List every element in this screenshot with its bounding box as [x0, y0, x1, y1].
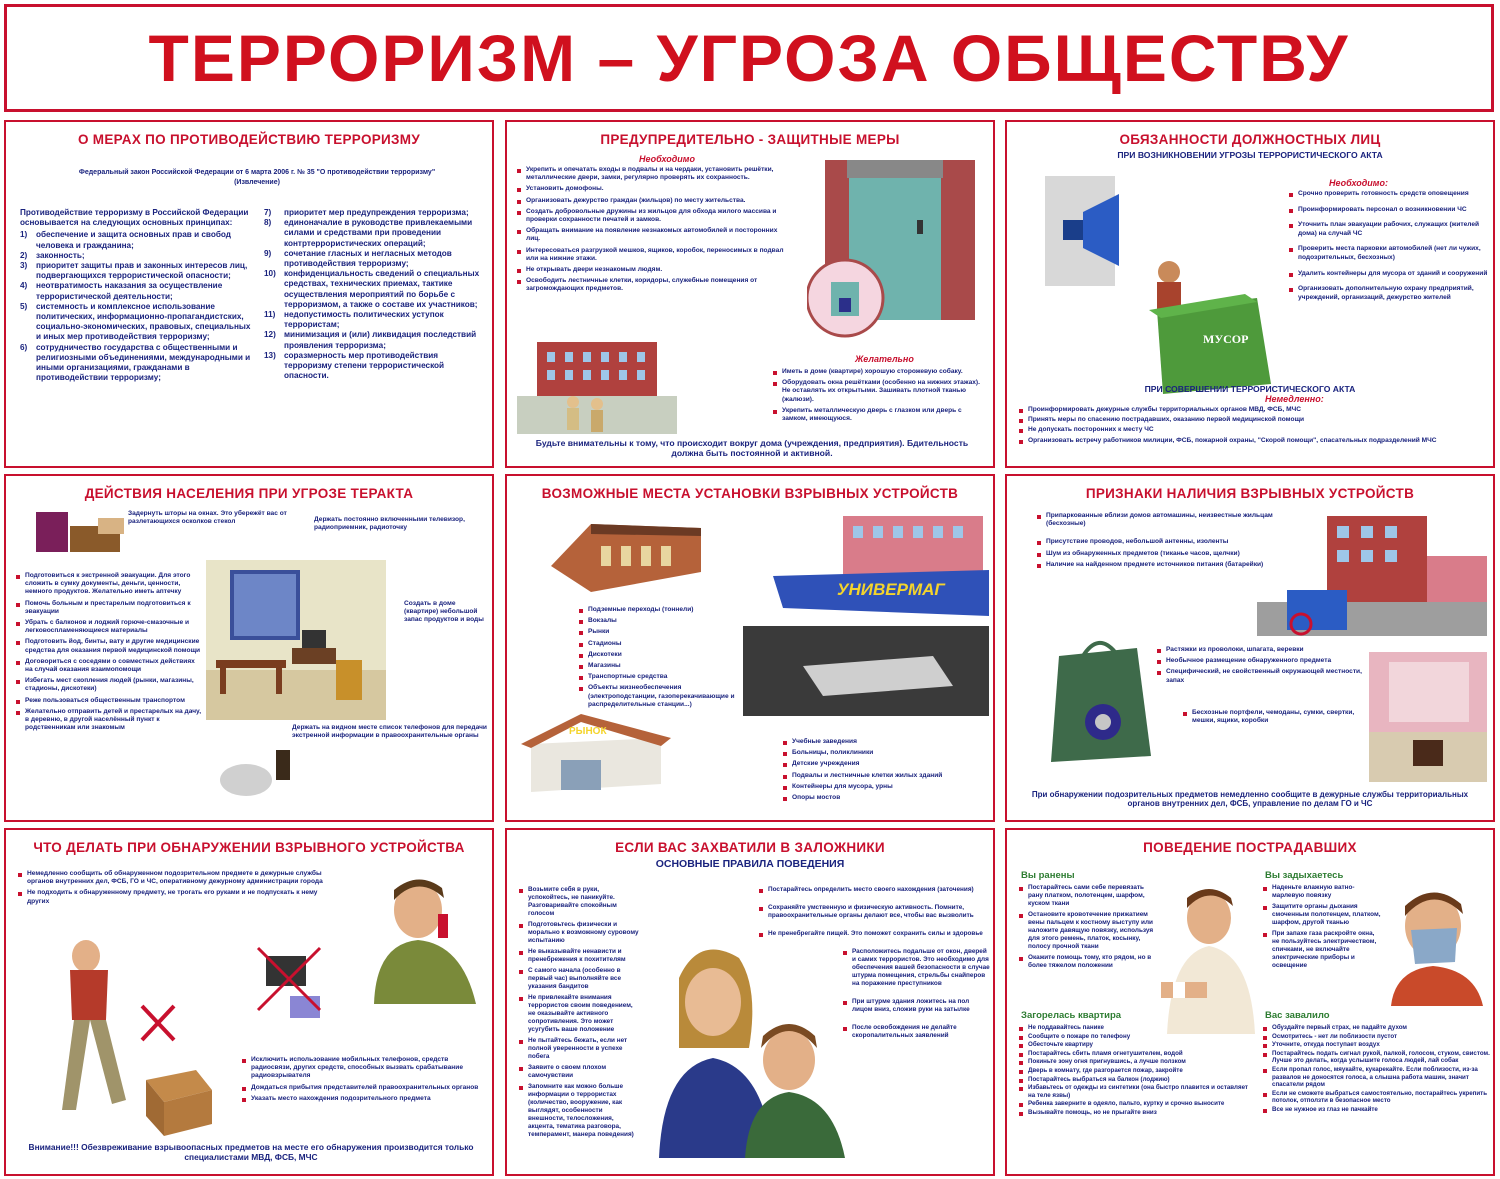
fire-label: Загорелась квартира — [1021, 1010, 1122, 1021]
list-item: Уточните, откуда поступает воздух — [1263, 1041, 1491, 1049]
principle-num: 12) — [264, 330, 276, 340]
signs-list-b — [1157, 646, 1367, 728]
supplies-illustration — [216, 730, 306, 810]
list-item: Стадионы — [579, 640, 749, 648]
list-item: Больницы, поликлиники — [783, 749, 989, 757]
principle-text: недопустимость политических уступок террористам; — [284, 310, 444, 330]
list-item: Подземные переходы (тоннели) — [579, 606, 749, 614]
suffocate-label: Вы задыхаетесь — [1265, 870, 1344, 881]
principle-text: неотвратимость наказания за осуществление террористической деятельности; — [36, 281, 223, 301]
list-item: Постарайтесь выбраться на балкон (лоджию) — [1019, 1076, 1255, 1084]
principle-item — [20, 261, 252, 281]
panel-title: ОБЯЗАННОСТИ ДОЛЖНОСТНЫХ ЛИЦ — [1119, 132, 1381, 147]
principle-num: 4) — [20, 281, 28, 291]
list-item: Проинформировать персонал о возникновении ЧС — [1289, 206, 1489, 215]
hostage-rules-left — [519, 886, 639, 1142]
principle-item — [264, 351, 484, 382]
list-item: Припаркованные вблизи домов автомашины, неизвестные жильцам (бесхозные) — [1037, 512, 1277, 528]
list-item: Дверь в комнату, где разгорается пожар, закройте — [1019, 1067, 1255, 1075]
principle-text: системность и комплексное использование политических, информационно-пропагандистских, социально-экономических, правовых, специальных и иных мер противодействия терроризму; — [36, 301, 251, 342]
list-item: Иметь в доме (квартире) хорошую сторожевую собаку. — [773, 368, 985, 376]
collapse-list — [1263, 1024, 1491, 1117]
list-item: Удалить контейнеры для мусора от зданий и сооружений — [1289, 270, 1489, 279]
building-illustration — [517, 324, 677, 434]
act-list — [1019, 406, 1489, 448]
list-item: Присутствие проводов, небольшой антенны, изоленты — [1037, 538, 1277, 546]
principle-item — [264, 249, 484, 269]
principles-intro: Противодействие терроризму в Российской Федерации основывается на следующих основных принципах: — [20, 208, 249, 228]
list-item: Окажите помощь тому, кто рядом, но в более тяжелом положении — [1019, 954, 1159, 970]
list-item: Договориться с соседями о совместных действиях на случай оказания взаимопомощи — [16, 658, 202, 674]
list-item: Если пропал голос, мяукайте, кукарекайте. Если поблизости, из-за развалов не доносятся голоса, а слышна работа машин, значит спасатели рядом — [1263, 1066, 1491, 1089]
principle-num: 11) — [264, 310, 276, 320]
store-sign: УНИВЕРМАГ — [837, 580, 945, 599]
list-item: Организовать дополнительную охрану предприятий, учреждений, организаций, дежурство жителей — [1289, 285, 1489, 302]
list-item: Организовать дежурство граждан (жильцов) по месту жительства. — [517, 197, 789, 205]
list-item: Вокзалы — [579, 617, 749, 625]
list-item: Заявите о своем плохом самочувствии — [519, 1064, 639, 1080]
crossed-phone-illustration — [250, 940, 340, 1030]
list-item: Укрепить металлическую дверь с глазком или дверь с замком, имеющуюся. — [773, 407, 985, 423]
list-item: Не поддавайтесь панике — [1019, 1024, 1255, 1032]
panel-signs — [1005, 474, 1495, 822]
list-item: С самого начала (особенно в первый час) выполняйте все указания бандитов — [519, 967, 639, 991]
principle-num: 9) — [264, 248, 272, 258]
panel-title: ЧТО ДЕЛАТЬ ПРИ ОБНАРУЖЕНИИ ВЗРЫВНОГО УСТРОЙСТВА — [33, 840, 465, 855]
list-item: Возьмите себя в руки, успокойтесь, не паникуйте. Разговаривайте спокойным голосом — [519, 886, 639, 918]
panel-title: ЕСЛИ ВАС ЗАХВАТИЛИ В ЗАЛОЖНИКИ — [615, 840, 885, 855]
principle-num: 13) — [264, 350, 276, 360]
list-item: Не пренебрегайте пищей. Это поможет сохранить силы и здоровье — [759, 930, 991, 938]
necessary-label: Необходимо: — [1329, 178, 1388, 188]
list-item: Контейнеры для мусора, урны — [783, 783, 989, 791]
suffocate-list — [1263, 884, 1383, 973]
list-item: Немедленно сообщить об обнаруженном подозрительном предмете в дежурные службы органов внутренних дел, ФСБ, ГО и ЧС, оперативному дежурному администрации города — [18, 870, 328, 886]
panel-title: О МЕРАХ ПО ПРОТИВОДЕЙСТВИЮ ТЕРРОРИЗМУ — [77, 132, 421, 147]
principle-num: 7) — [264, 208, 272, 217]
law-text: Федеральный закон Российской Федерации от 6 марта 2006 г. № 35 "О противодействии терроризму" — [78, 169, 436, 176]
principle-text: обеспечение и защита основных прав и свобод человека и гражданина; — [36, 230, 232, 250]
principle-num: 3) — [20, 261, 28, 271]
list-item: Желательно отправить детей и престарелых на дачу, в деревню, в другой населённый пункт к родственникам или знакомым — [16, 708, 202, 733]
list-item: Бесхозные портфели, чемоданы, сумки, свертки, мешки, ящики, коробки — [1183, 709, 1367, 725]
principle-item — [264, 208, 484, 218]
list-item: Подвалы и лестничные клетки жилых зданий — [783, 772, 989, 780]
list-item: Принять меры по спасению пострадавших, оказанию первой медицинской помощи — [1019, 416, 1489, 424]
list-item: Реже пользоваться общественным транспортом — [16, 697, 202, 705]
panel-title: ПРЕДУПРЕДИТЕЛЬНО - ЗАЩИТНЫЕ МЕРЫ — [600, 132, 900, 147]
underpass-illustration — [1369, 652, 1487, 782]
panel-places — [505, 474, 995, 822]
list-item: Подготовьтесь физически и морально к возможному суровому испытанию — [519, 921, 639, 945]
list-item: Остановите кровотечение прижатием вены пальцем к костному выступу или наложите давящую повязку, используя для этого ремень, платок, косынку, полосу прочной ткани — [1019, 911, 1159, 951]
immediately-label: Немедленно: — [1265, 394, 1324, 404]
law-note: (Извлечение) — [234, 178, 280, 186]
list-item: Транспортные средства — [579, 673, 749, 681]
fire-list — [1019, 1024, 1255, 1120]
list-item: Не пытайтесь бежать, если нет полной уверенности в успехе побега — [519, 1037, 639, 1061]
list-item: Сообщите о пожаре по телефону — [1019, 1033, 1255, 1041]
panel-title: ВОЗМОЖНЫЕ МЕСТА УСТАНОВКИ ВЗРЫВНЫХ УСТРОЙСТВ — [541, 486, 959, 501]
bag-illustration — [1043, 626, 1153, 766]
list-item: Помочь больным и престарелым подготовиться к эвакуации — [16, 600, 202, 616]
population-list — [16, 572, 202, 735]
documents-illustration — [26, 504, 136, 564]
list-item: Укрепить и опечатать входы в подвалы и на чердаки, установить решётки, металлические двери, замки, регулярно проверять их сохранность. — [517, 166, 789, 182]
principle-item — [20, 302, 252, 343]
poster-header — [4, 4, 1494, 112]
principle-text: приоритет мер предупреждения терроризма; — [284, 208, 469, 217]
list-item: Растяжки из проволоки, шпагата, веревки — [1157, 646, 1367, 654]
list-item: Исключить использование мобильных телефонов, средств радиосвязи, других средств, способных вызвать срабатывание радиовзрывателя — [242, 1056, 488, 1081]
list-item: Создать добровольные дружины из жильцов для обхода жилого массива и проверки сохранности печатей и замков. — [517, 208, 789, 224]
list-item: Оборудовать окна решётками (особенно на нижних этажах). Не оставлять их открытыми. Зашивать плотной тканью (жалюзи). — [773, 379, 985, 404]
principle-item — [20, 343, 252, 384]
panel-measures — [4, 120, 494, 468]
principle-num: 6) — [20, 342, 28, 352]
act-title: ПРИ СОВЕРШЕНИИ ТЕРРОРИСТИЧЕСКОГО АКТА — [1144, 384, 1356, 394]
list-item: Обесточьте квартиру — [1019, 1041, 1255, 1049]
principle-item — [20, 281, 252, 301]
necessary-label: Необходимо — [639, 154, 695, 164]
collapse-label: Вас завалило — [1265, 1010, 1330, 1021]
list-item: Ребенка заверните в одеяло, пальто, куртку и срочно выносите — [1019, 1100, 1255, 1108]
list-item: Сохраняйте умственную и физическую активность. Помните, правоохранительные органы делают все, чтобы вас вызволить — [759, 904, 991, 920]
principle-item — [20, 251, 252, 261]
list-item: Специфический, не свойственный окружающей местности, запах — [1157, 668, 1367, 684]
explosive-footer: Внимание!!! Обезвреживание взрывоопасных предметов на месте его обнаружения производится только специалистами МВД, ФСБ, МЧС — [28, 1142, 474, 1162]
door-illustration — [807, 160, 987, 360]
list-item: Избегать мест скопления людей (рынки, магазины, стадионы, дискотеки) — [16, 677, 202, 693]
list-item: Дождаться прибытия представителей правоохранительных органов — [242, 1084, 488, 1092]
principle-num: 2) — [20, 250, 28, 260]
panel-title: ПРИЗНАКИ НАЛИЧИЯ ВЗРЫВНЫХ УСТРОЙСТВ — [1085, 486, 1415, 501]
wounded-label: Вы ранены — [1021, 870, 1075, 881]
list-item: Обуздайте первый страх, не падайте духом — [1263, 1024, 1491, 1032]
poster-title: ТЕРРОРИЗМ – УГРОЗА ОБЩЕСТВУ — [148, 21, 1350, 95]
panel-explosive — [4, 828, 494, 1176]
principle-item — [264, 310, 484, 330]
list-item: Постарайтесь подать сигнал рукой, палкой, голосом, стуком, свистом. Лучше это делать, когда услышите голоса людей, лай собак — [1263, 1050, 1491, 1065]
list-item: Вызывайте помощь, но не прыгайте вниз — [1019, 1109, 1255, 1117]
list-item: Постарайтесь сбить пламя огнетушителем, водой — [1019, 1050, 1255, 1058]
list-item: Не привлекайте внимания террористов своим поведением, не оказывайте активного сопротивления. Это может усугубить ваше положение — [519, 994, 639, 1034]
list-item: Постарайтесь определить место своего нахождения (заточения) — [759, 886, 991, 894]
panel-population — [4, 474, 494, 822]
places-list-b — [783, 738, 989, 805]
principle-num: 5) — [20, 301, 28, 311]
panel-title: ДЕЙСТВИЯ НАСЕЛЕНИЯ ПРИ УГРОЗЕ ТЕРАКТА — [84, 486, 414, 501]
trash-container-illustration — [1137, 258, 1277, 394]
water-note: Создать в доме (квартире) небольшой запас продуктов и воды — [404, 600, 484, 624]
officials-list — [1289, 190, 1489, 305]
principle-text: конфиденциальность сведений о специальных средствах, технических приемах, тактике осуществления мероприятий по борьбе с терроризмом, а также о составе их участников; — [284, 269, 480, 309]
trash-label: МУСОР — [1203, 332, 1249, 346]
list-item: Не подходить к обнаруженному предмету, не трогать его руками и не подпускать к нему других — [18, 889, 328, 905]
list-item: Все не нужное из глаз не пачкайте — [1263, 1106, 1491, 1114]
principle-num: 8) — [264, 218, 272, 228]
list-item: Расположитесь подальше от окон, дверей и самих террористов. Это необходимо для обеспечения вашей безопасности в случае штурма помещения, стрельбы снайперов на поражение преступников — [843, 948, 991, 988]
phone-man-illustration — [366, 874, 486, 1004]
list-item: Организовать встречу работников милиции, ФСБ, пожарной охраны, "Скорой помощи", спасательных подразделений МЧС — [1019, 437, 1489, 445]
bandaging-illustration — [1147, 884, 1257, 1034]
principle-item — [264, 330, 484, 350]
mask-illustration — [1383, 886, 1489, 1006]
list-item: Установить домофоны. — [517, 185, 789, 193]
hostage-rules-right — [759, 886, 991, 1043]
list-item: При штурме здания ложитесь на пол лицом вниз, сложив руки на затылке — [843, 998, 991, 1014]
principle-text: сочетание гласных и негласных методов противодействия терроризму; — [284, 248, 452, 269]
list-item: Срочно проверить готовность средств оповещения — [1289, 190, 1489, 199]
parking-illustration — [1257, 516, 1487, 636]
preventive-footer: Будьте внимательны к тому, что происходит вокруг дома (учреждения, предприятия). Бдительность должна быть постоянной и активной. — [535, 438, 969, 458]
panel-officials — [1005, 120, 1495, 468]
list-item: Шум из обнаруженных предметов (тиканье часов, щелчки) — [1037, 550, 1277, 558]
principles-right — [264, 208, 484, 381]
list-item: Проверить места парковки автомобилей (нет ли чужих, подозрительных, бесхозных) — [1289, 245, 1489, 262]
principle-item — [264, 218, 484, 249]
principles-left — [20, 208, 252, 383]
list-item: Постарайтесь сами себе перевязать рану платком, полотенцем, шарфом, куском ткани — [1019, 884, 1159, 908]
list-item: При запахе газа раскройте окна, не пользуйтесь электричеством, спичками, не включайте электрические приборы и освещение — [1263, 930, 1383, 970]
room-illustration — [206, 560, 386, 720]
list-item: Необычное размещение обнаруженного предмета — [1157, 657, 1367, 665]
list-item: Уточнить план эвакуации рабочих, служащих (жителей дома) на случай ЧС — [1289, 221, 1489, 238]
list-item: Магазины — [579, 662, 749, 670]
list-item: Наденьте влажную ватно-марлевую повязку — [1263, 884, 1383, 900]
list-item: Детские учреждения — [783, 760, 989, 768]
principle-text: единоначалие в руководстве привлекаемыми силами и средствами при проведении контртеррористических операций; — [284, 218, 473, 248]
list-item: Подготовить йод, бинты, вату и другие медицинские средства для оказания первой медицинской помощи — [16, 638, 202, 654]
list-item: Если не сможете выбраться самостоятельно, постарайтесь укрепить потолок, отползти в безопасное место — [1263, 1090, 1491, 1105]
list-item: Учебные заведения — [783, 738, 989, 746]
phones-note: Держать на видном месте список телефонов для передачи экстренной информации в правоохранительные органы — [292, 724, 487, 740]
panel-victims — [1005, 828, 1495, 1176]
panel-hostages — [505, 828, 995, 1176]
principle-text: соразмерность мер противодействия терроризму степени террористической опасности. — [284, 350, 445, 381]
list-item: Запомните как можно больше информации о террористах (количество, вооружение, как выглядят, особенности внешности, телосложения, акцента, тематика разговора, темперамент, манера поведения) — [519, 1083, 639, 1139]
list-item: После освобождения не делайте скоропалительных заявлений — [843, 1024, 991, 1040]
law-reference — [42, 168, 472, 187]
market-sign: РЫНОК — [569, 726, 607, 737]
principle-text: минимизация и (или) ликвидация последствий проявления терроризма; — [284, 330, 477, 350]
list-item: Не открывать двери незнакомым людям. — [517, 266, 789, 274]
principle-num: 1) — [20, 230, 28, 240]
list-item: Объекты жизнеобеспечения (электроподстанции, газоперекачивающие и распределительные станции...) — [579, 684, 749, 709]
station-illustration — [551, 506, 701, 596]
list-item: Избавьтесь от одежды из синтетики (она быстро плавится и оставляет на теле язвы) — [1019, 1084, 1255, 1099]
panel-subtitle: ПРИ ВОЗНИКНОВЕНИИ УГРОЗЫ ТЕРРОРИСТИЧЕСКОГО АКТА — [1117, 150, 1383, 160]
explosive-list-a — [18, 870, 328, 909]
panel-subtitle: ОСНОВНЫЕ ПРАВИЛА ПОВЕДЕНИЯ — [655, 858, 845, 870]
wounded-list — [1019, 884, 1159, 973]
list-item: Проинформировать дежурные службы территориальных органов МВД, ФСБ, МЧС — [1019, 406, 1489, 414]
list-item: Освободить лестничные клетки, коридоры, служебные помещения от загромождающих предметов. — [517, 277, 789, 293]
list-item: Убрать с балконов и лоджий горюче-смазочные и легковоспламеняющиеся материалы — [16, 619, 202, 635]
list-item: Наличие на найденном предмете источников питания (батарейки) — [1037, 561, 1277, 569]
preventive-list — [517, 166, 789, 297]
principle-item — [264, 269, 484, 310]
principle-num: 10) — [264, 269, 276, 279]
list-item: Не выказывайте ненависти и пренебрежения к похитителям — [519, 948, 639, 964]
list-item: Осмотритесь - нет ли поблизости пустот — [1263, 1033, 1491, 1041]
list-item: Защитите органы дыхания смоченным полотенцем, платком, шарфом, другой тканью — [1263, 903, 1383, 927]
list-item: Интересоваться разгрузкой мешков, ящиков, коробок, переносимых в подвал или на нижние этажи. — [517, 247, 789, 263]
panel-title: ПОВЕДЕНИЕ ПОСТРАДАВШИХ — [1143, 840, 1357, 855]
signs-list-a — [1037, 512, 1277, 572]
panel-preventive — [505, 120, 995, 468]
list-item: Покиньте зону огня пригнувшись, а лучше ползком — [1019, 1058, 1255, 1066]
list-item: Дискотеки — [579, 651, 749, 659]
list-item: Обращать внимание на появление незнакомых автомобилей и посторонних лиц. — [517, 227, 789, 243]
curtains-note: Задернуть шторы на окнах. Это убережёт вас от разлетающихся осколков стекол — [128, 510, 287, 526]
radio-note: Держать постоянно включенными телевизор, радиоприемник, радиоточку — [314, 516, 465, 532]
signs-footer: При обнаружении подозрительных предметов немедленно сообщите в дежурные службы территориальных органов внутренних дел, ФСБ, управление по делам ГО и ЧС — [1031, 790, 1469, 808]
list-item: Подготовиться к экстренной эвакуации. Для этого сложить в сумку документы, деньги, ценности, немного продуктов. Желательно иметь аптечку — [16, 572, 202, 597]
store-illustration — [743, 516, 989, 716]
list-item: Опоры мостов — [783, 794, 989, 802]
list-item: Указать место нахождения подозрительного предмета — [242, 1095, 488, 1103]
principle-text: сотрудничество государства с общественными и религиозными объединениями, международными и иными организациями, гражданами в противодействии терроризму; — [36, 342, 251, 383]
principle-text: приоритет защиты прав и законных интересов лиц, подвергающихся террористической опасности; — [36, 261, 248, 281]
places-list-a — [579, 606, 749, 712]
list-item: Рынки — [579, 628, 749, 636]
explosive-list-b — [242, 1056, 488, 1106]
principle-text: законность; — [36, 250, 85, 260]
woman-box-illustration — [26, 940, 226, 1140]
list-item: Не допускать посторонних к месту ЧС — [1019, 426, 1489, 434]
desirable-list — [773, 368, 985, 426]
desirable-label: Желательно — [855, 354, 914, 364]
principle-item — [20, 230, 252, 250]
